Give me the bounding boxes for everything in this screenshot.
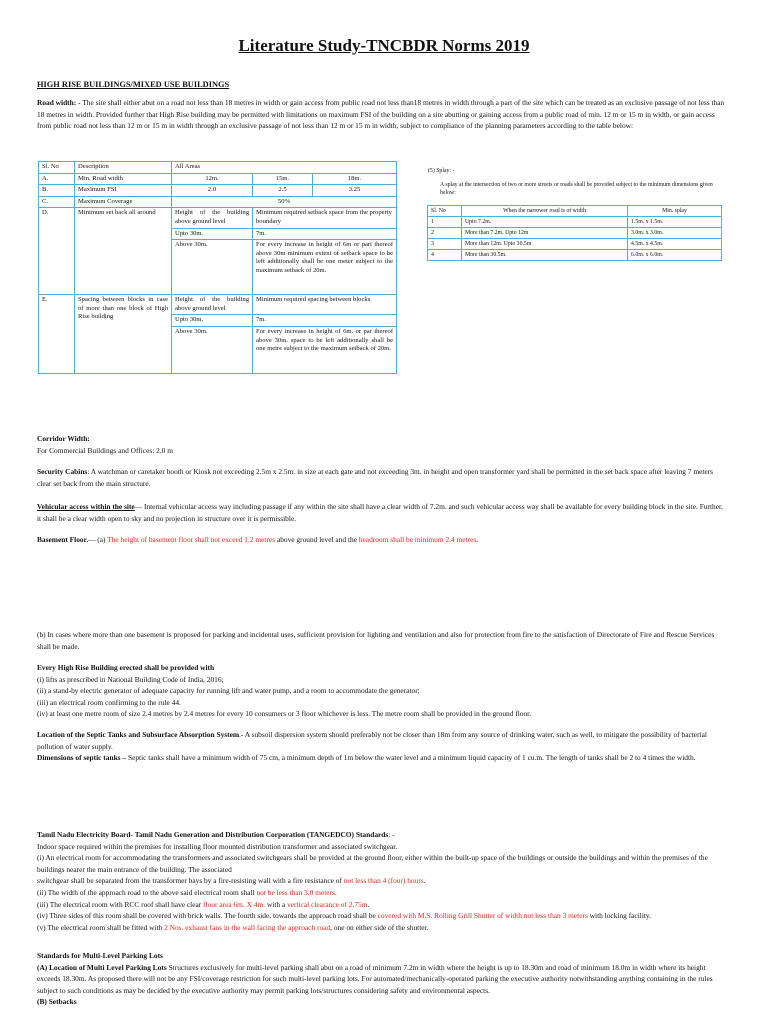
- road-width-paragraph: [37, 97, 725, 132]
- row-b-value-2: 2.5: [253, 185, 313, 197]
- parking-location-text: Structures exclusively for multi-level parking shall abut on a road of minimum 7.2m in width where the height is up to 18.30m and road of minimum 18.0m in width where its height exceeds 18.30m. As proposed there will not be any FSI/coverage restriction for such multi-level parking lots. For automated/mechanically-operated parking the executive authority notwithstanding anything containing in the rules subject to such conditions as may be decided by the executive authority may permit parking lots/structures considering safety and environmental aspects.: [37, 962, 713, 995]
- tangedco-line: [37, 910, 725, 922]
- splay-table: [427, 205, 722, 261]
- row-c-sl: C.: [39, 196, 75, 208]
- section-heading-high-rise: HIGH RISE BUILDINGS/MIXED USE BUILDINGS: [37, 80, 230, 89]
- corridor-width: [37, 433, 725, 456]
- row-b-sl: B.: [39, 185, 75, 197]
- row-a-value-3: 18m.: [313, 173, 397, 185]
- tangedco-line: [37, 875, 725, 887]
- splay-width: More than 7.2m. Upto 12m: [462, 228, 628, 239]
- corridor-width-text: For Commercial Buildings and Offices: 2.0 m: [37, 445, 173, 455]
- table-row: [39, 196, 397, 208]
- row-e-spacing-head: Minimum required spacing between blocks: [253, 295, 397, 315]
- tangedco-text: .: [367, 899, 370, 909]
- security-cabins-paragraph: [37, 466, 725, 489]
- septic-dimensions-label: Dimensions of septic tanks –: [37, 753, 127, 763]
- tangedco-text: .: [334, 887, 337, 897]
- row-e-spacing-1: 7m.: [253, 315, 397, 327]
- basement-text-1: — (a): [88, 535, 108, 544]
- security-cabins-text: : A watchman or caretaker booth or Kiosk not exceeding 2.5m x 2.5m. in size at each gate and not exceeding 3m. in height and open transformer yard shall be permitted in the set back space after leaving 7 meters clear set back from the main structure.: [37, 467, 714, 488]
- table-row: [39, 185, 397, 197]
- row-d-desc: Minimum set back all around: [75, 208, 172, 295]
- row-d-setback-2: For every increase in height of 6m or part thereof above 30m minimum extent of setback space to be left additionally shall be one meter subject to the maximum setback of 20m.: [253, 240, 397, 295]
- splay-min: 4.5m. x 4.5m.: [628, 239, 722, 250]
- list-item: (iv) at least one metre room of size 2.4 metres by 2.4 metres for every 10 consumers or 3 floor whichever is less. The metre room shall be provided in the ground floor.: [37, 709, 532, 719]
- list-item: (ii) a stand-by electric generator of adequate capacity for running lift and water pump, and a room to accommodate the generator;: [37, 686, 420, 696]
- tangedco-line: (i) An electrical room for accommodating the transformers and associated switchgears shall be provided at the ground floor, either within the built-up space of the buildings or outside the buildings and within the premises of the buildings nearer the main entrance of the building. The associated: [37, 853, 708, 874]
- tangedco-text: with locking facility.: [587, 911, 651, 921]
- table-row: [39, 208, 397, 228]
- parking-location-label: (A) Location of Multi Level Parking Lots: [37, 962, 167, 972]
- basement-text-2: above ground level and the: [275, 535, 359, 544]
- basement-height-highlight: The height of basement floor shall not exceed 1.2 metres: [107, 535, 276, 544]
- parking-heading: Standards for Multi-Level Parking Lots: [37, 951, 163, 960]
- header-all-areas: All Areas: [172, 162, 397, 174]
- header-description: Description: [75, 162, 172, 174]
- septic-tank-paragraph: [37, 729, 725, 764]
- tangedco-heading: Tamil Nadu Electricity Board- Tamil Nadu Generation and Distribution Corporation (TANGEDCO) Standards: [37, 830, 389, 839]
- table-row: [39, 295, 397, 315]
- table-row: [39, 162, 397, 174]
- high-rise-provisions: [37, 662, 725, 720]
- tangedco-line: [37, 887, 725, 899]
- row-e-spacing-2: For every increase in height of 6m. or par thereof above 30m. space to be left additionally shall be one metre subject to the maximum setback of 20m.: [253, 326, 397, 373]
- tangedco-text: switchgear shall be separated from the transformer bays by a fire-resisting wall with a fire resistance of: [37, 876, 344, 886]
- parking-setbacks-label: (B) Setbacks: [37, 997, 77, 1007]
- tangedco-text: .: [423, 876, 426, 886]
- splay-width: Upto 7.2m.: [462, 217, 628, 228]
- splay-min: 1.5m. x 1.5m.: [628, 217, 722, 228]
- table-row: [428, 239, 722, 250]
- security-cabins-label: Security Cabins: [37, 467, 88, 476]
- page-title: Literature Study-TNCBDR Norms 2019: [238, 36, 530, 55]
- row-b-value-1: 2.0: [172, 185, 253, 197]
- row-d-height-head: Height of the building above ground level: [172, 208, 253, 228]
- tangedco-line: [37, 922, 725, 934]
- row-e-desc: Spacing between blocks in case of more than one block of High Rise building: [75, 295, 172, 374]
- tangedco-highlight: 2 Nos. exhaust fans in the wall facing the approach road: [164, 922, 331, 932]
- basement-headroom-highlight: headroom shall be minimum 2.4 metres: [358, 535, 477, 544]
- multi-level-parking: [37, 950, 725, 1008]
- table-row: [428, 228, 722, 239]
- tangedco-text: , one on either side of the shutter.: [330, 922, 429, 932]
- header-sl-no: Sl. No: [39, 162, 75, 174]
- row-d-height-2: Above 30m.: [172, 240, 253, 295]
- row-d-sl: D.: [39, 208, 75, 295]
- basement-paragraph: [37, 534, 725, 546]
- tangedco-highlight: floor area 6m. X 4m.: [203, 899, 266, 909]
- tangedco-highlight: not less than 4 (four) hours: [343, 876, 424, 886]
- splay-header-sl: Sl. No: [428, 206, 462, 217]
- tangedco-text: with a: [265, 899, 288, 909]
- tangedco-highlight: vertical clearance of 2.75m: [287, 899, 368, 909]
- row-e-sl: E.: [39, 295, 75, 374]
- tangedco-text: (ii) The width of the approach road to the above said electrical room shall: [37, 887, 257, 897]
- table-row: [39, 173, 397, 185]
- septic-location-label: Location of the Septic Tanks and Subsurface Absorption System: [37, 730, 240, 739]
- basement-label: Basement Floor.: [37, 535, 89, 544]
- row-b-desc: Maximum FSI: [75, 185, 172, 197]
- high-rise-provisions-heading: Every High Rise Building erected shall be provided with: [37, 663, 215, 672]
- row-a-desc: Min. Road width: [75, 173, 172, 185]
- row-e-height-head: Height of the building above ground level: [172, 295, 253, 315]
- tangedco-standards: [37, 829, 725, 933]
- splay-min: 3.0m. x 3.0m.: [628, 228, 722, 239]
- tangedco-line: [37, 899, 725, 911]
- splay-sl: 3: [428, 239, 462, 250]
- table-row: [428, 217, 722, 228]
- row-c-value: 50%: [172, 196, 397, 208]
- tangedco-highlight: not be less than 3.0 meters: [256, 887, 335, 897]
- vehicular-access-label: Vehicular access within the site: [37, 502, 135, 511]
- tangedco-text: (iii) The electrical room with RCC roof shall have clear: [37, 899, 204, 909]
- splay-sl: 1: [428, 217, 462, 228]
- splay-width: More than 12m. Upto 30.5m: [462, 239, 628, 250]
- splay-heading: (5) Splay: -: [428, 168, 455, 174]
- list-item: (i) lifts as prescribed in National Building Code of India, 2016;: [37, 674, 224, 684]
- splay-header-width: When the narrower road is of width: [462, 206, 628, 217]
- tangedco-text: (iv) Three sides of this room shall be covered with brick walls. The fourth side, towards the approach road shall be: [37, 911, 378, 921]
- row-e-height-2: Above 30m.: [172, 326, 253, 373]
- planning-parameters-table: [38, 161, 397, 374]
- row-d-height-1: Upto 30m.: [172, 228, 253, 240]
- tangedco-line: Indoor space required within the premises for installing floor mounted distribution transformer and associated switchgear.: [37, 841, 398, 851]
- splay-min: 6.0m. x 6.0m.: [628, 250, 722, 261]
- vehicular-access-text: — Internal vehicular access way including passage if any within the site shall have a clear width of 7.2m. and such vehicular access way shall be available for every building block in the site. Further, it shall be a clear width open to sky and no projection in structure over it is permissible.: [37, 502, 724, 523]
- vehicular-access-paragraph: [37, 501, 725, 524]
- row-a-sl: A.: [39, 173, 75, 185]
- row-c-desc: Maximum Coverage: [75, 196, 172, 208]
- splay-header-min: Min. splay: [628, 206, 722, 217]
- basement-b-paragraph: (b) In cases where more than one basement is proposed for parking and incidental uses, sufficient provision for lighting and ventilation and also for protection from fire to the satisfaction of Directorate of Fire and Rescue Services shall be made.: [37, 630, 715, 651]
- basement-text-3: .: [476, 535, 479, 544]
- row-d-setback-head: Minimum required setback space from the property boundary: [253, 208, 397, 228]
- road-width-text: The site shall either abut on a road not less than 18 metres in width or gain access from public road not less than18 metres in width through a part of the site which can be treated as an exclusive passage of not less than 18 metres in width. Provided further that High Rise building may be permitted with limitations on maximum FSI of the building on a site abutting or gaining access from a public road of min. 12 m or 15 m in width, or gain access from public road not less than 12 m or 15 m in width through an exclusive passage of not less than 12 m or 15 m in width, subject to compliance of the planning parameters according to the table below:: [37, 98, 725, 131]
- row-a-value-1: 12m.: [172, 173, 253, 185]
- list-item: (iii) an electrical room confirming to the rule 44.: [37, 697, 181, 707]
- corridor-width-label: Corridor Width:: [37, 434, 90, 443]
- splay-sl: 2: [428, 228, 462, 239]
- row-b-value-3: 3.25: [313, 185, 397, 197]
- row-d-setback-1: 7m.: [253, 228, 397, 240]
- splay-intro: A splay at the intersection of two or more streets or roads shall be provided subject to the minimum dimensions given below:: [440, 182, 713, 196]
- road-width-label: Road width: -: [37, 98, 81, 107]
- row-a-value-2: 15m.: [253, 173, 313, 185]
- table-row: [428, 206, 722, 217]
- table-row: [428, 250, 722, 261]
- splay-width: More than 30.5m.: [462, 250, 628, 261]
- septic-dimensions-text: Septic tanks shall have a minimum width of 75 cm, a minimum depth of 1m below the water level and a minimum liquid capacity of 1 cu.m. The length of tanks shall be 2 to 4 times the width.: [126, 753, 696, 763]
- tangedco-heading-suffix: : -: [388, 830, 395, 839]
- tangedco-text: (v) The electrical room shall be fitted with: [37, 922, 165, 932]
- row-e-height-1: Upto 30m.: [172, 315, 253, 327]
- septic-location-text: .- A subsoil dispersion system should preferably not be closer than 18m from any source of drinking water, such as well, to mitigate the possibility of bacterial pollution of water supply.: [37, 730, 707, 751]
- tangedco-highlight: covered with M.S. Rolling Grill Shutter of width not less than 3 meters: [377, 911, 588, 921]
- splay-sl: 4: [428, 250, 462, 261]
